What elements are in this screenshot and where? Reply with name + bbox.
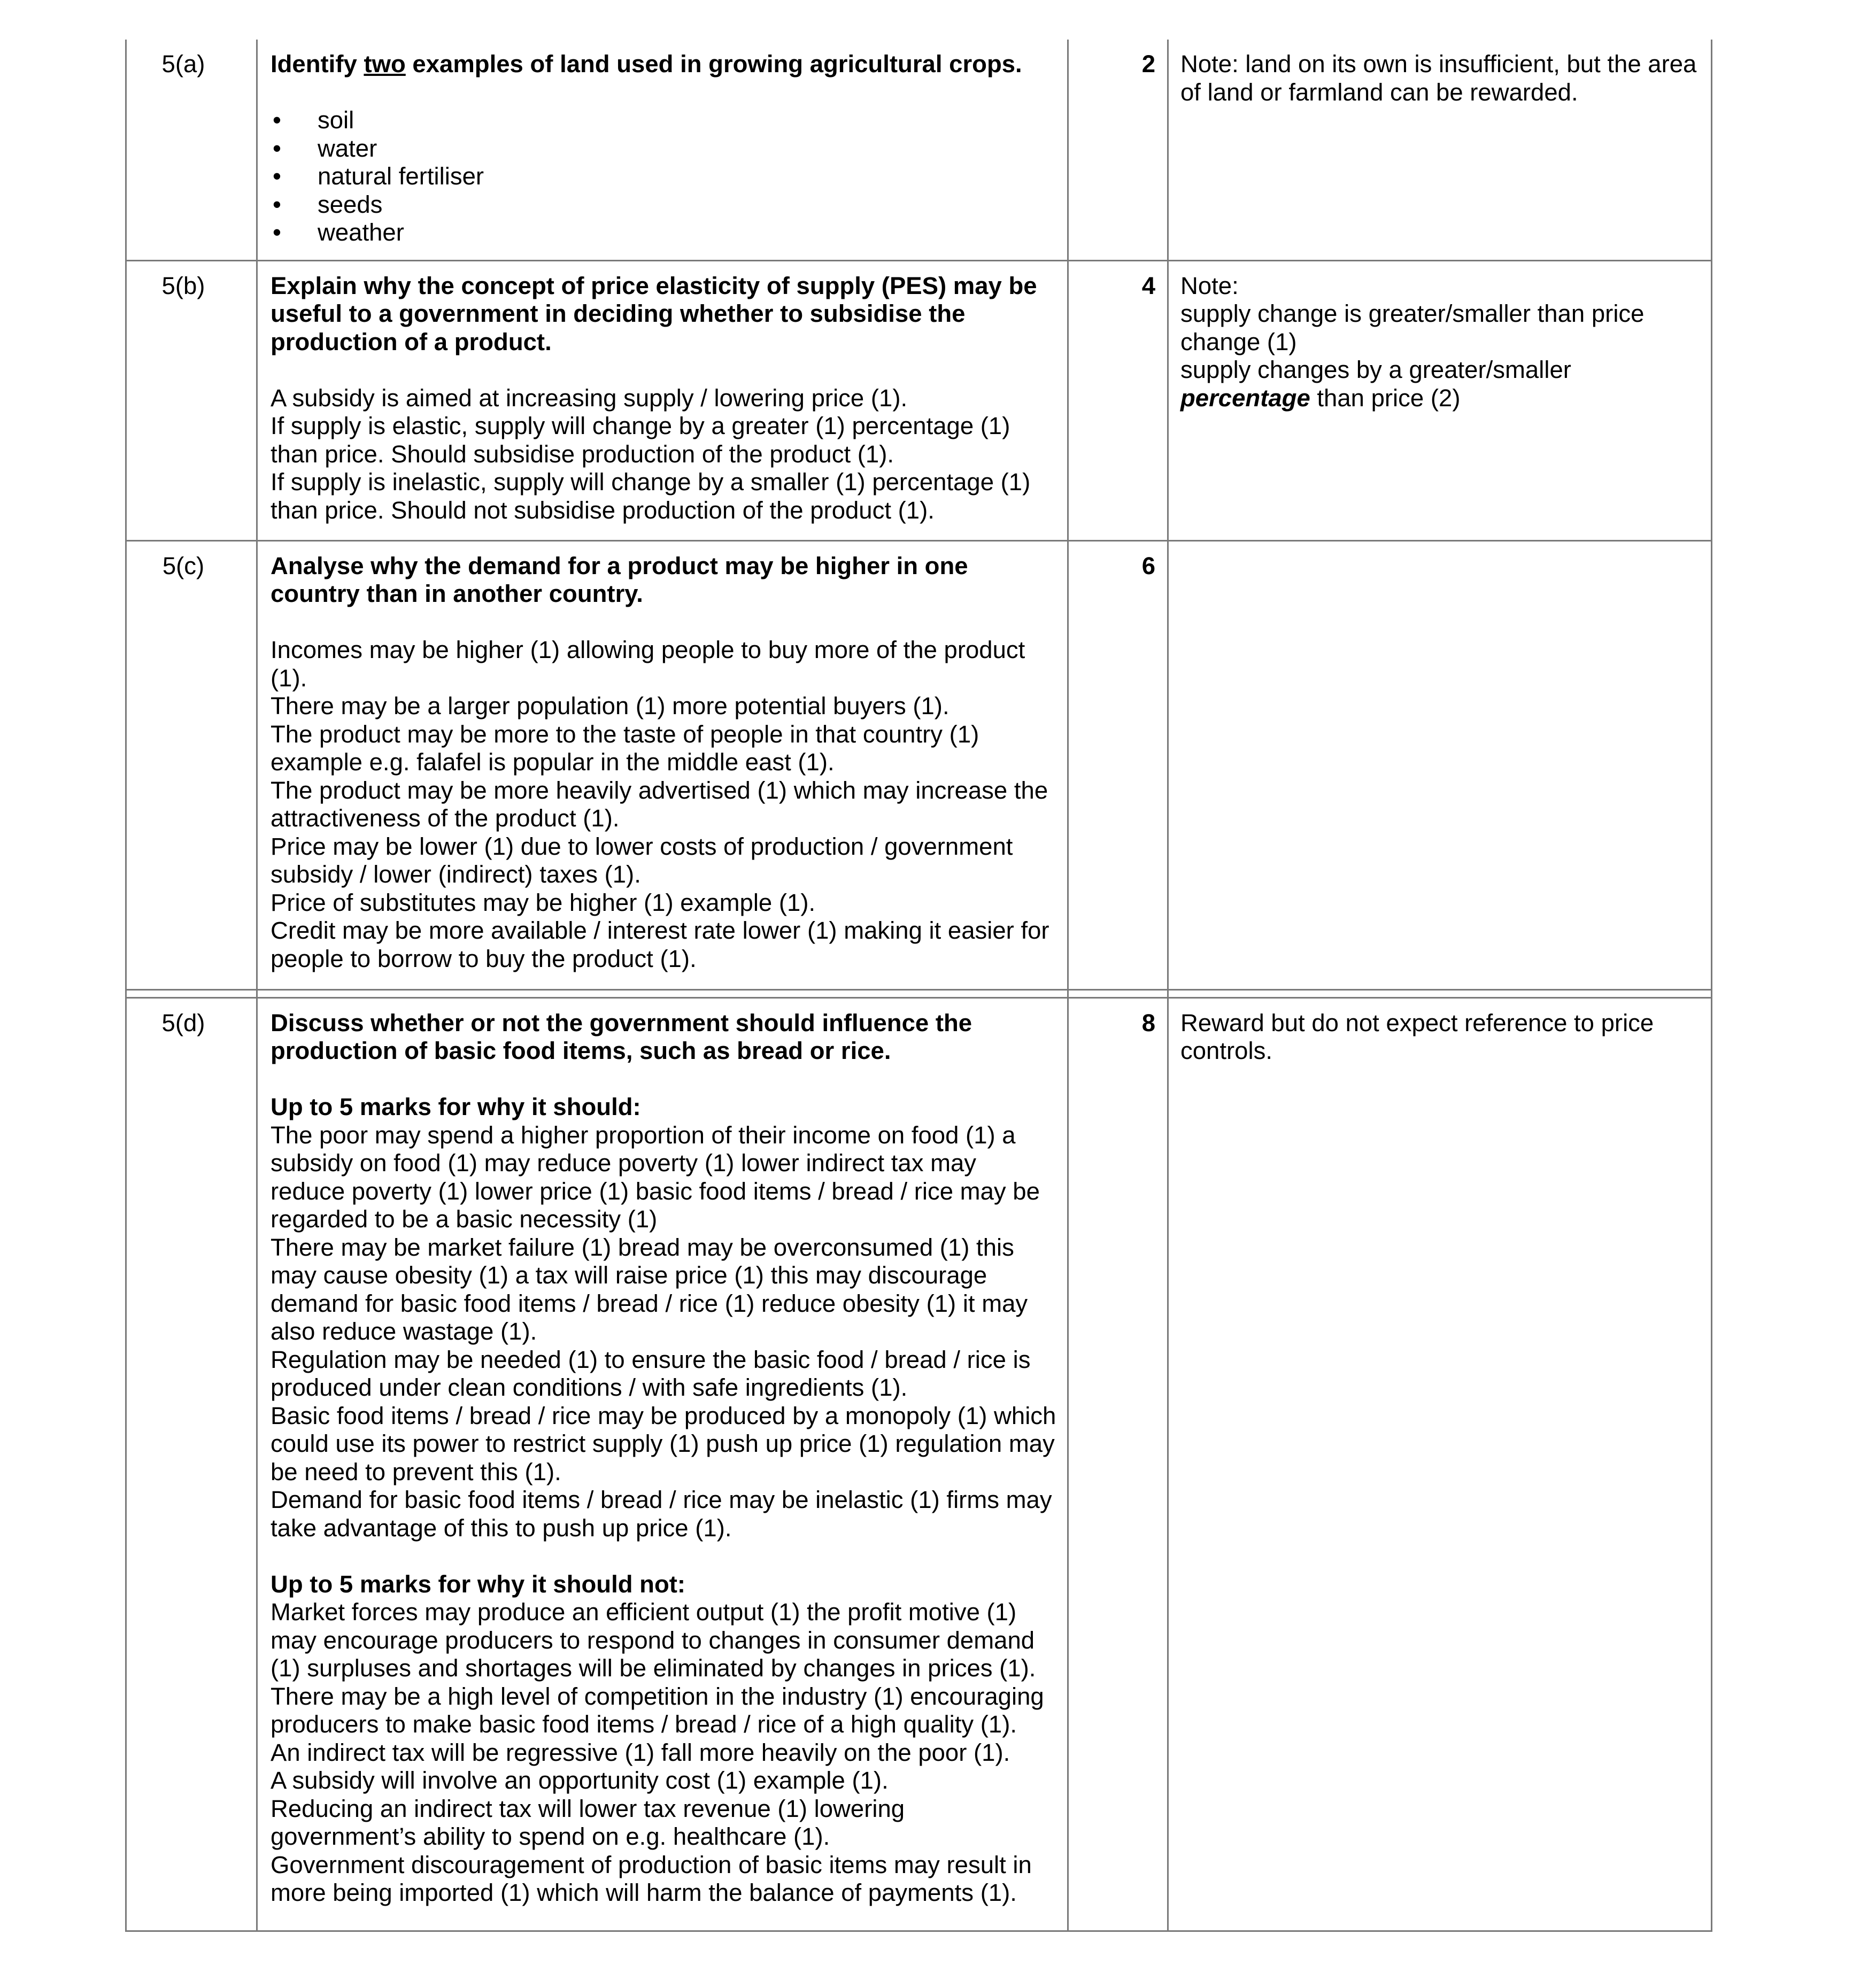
question-text: Identify two examples of land used in growing agricultural crops. [271, 50, 1022, 78]
answer-line: A subsidy is aimed at increasing supply / lowering price (1). [271, 384, 908, 412]
marks-cell: 8 [1068, 997, 1168, 1931]
guidance-line: Note: [1180, 272, 1239, 299]
answer-cell [257, 40, 1068, 260]
row-separator [126, 989, 1712, 997]
answer-line: If supply is inelastic, supply will change by a smaller (1) percentage (1) than price. Should not subsidise production of the product (1). [271, 468, 1031, 524]
answer-line: Basic food items / bread / rice may be produced by a monopoly (1) which could use its power to restrict supply (1) push up price (1) regulation may be need to prevent this (1). [271, 1402, 1056, 1486]
guidance-cell [1168, 540, 1712, 989]
guidance-line: supply change is greater/smaller than price change (1) [1180, 300, 1645, 355]
answer-line: Incomes may be higher (1) allowing people to buy more of the product (1). [271, 636, 1025, 692]
answer-line: The product may be more heavily advertised (1) which may increase the attractiveness of the product (1). [271, 776, 1048, 832]
question-text: Explain why the concept of price elasticity of supply (PES) may be useful to a government in deciding whether to subsidise the production of a product. [271, 272, 1037, 355]
answer-line: The poor may spend a higher proportion of their income on food (1) a subsidy on food (1) may reduce poverty (1) lower indirect tax may reduce poverty (1) lower price (1) basic food items / bread / rice may be regarded to be a basic necessity (1) [271, 1121, 1040, 1233]
answer-cell [257, 997, 1068, 1931]
guidance-cell: Note: land on its own is insufficient, but the area of land or farmland can be rewarded. [1168, 40, 1712, 260]
question-row-5c [126, 540, 1712, 989]
question-number: 5(a) [126, 40, 257, 260]
answer-line: Price may be lower (1) due to lower costs of production / government subsidy / lower (indirect) taxes (1). [271, 832, 1013, 888]
section-heading: Up to 5 marks for why it should: [271, 1093, 641, 1120]
emphasised-word: percentage [1180, 384, 1310, 412]
list-item: • water [273, 134, 377, 162]
guidance-cell [1168, 260, 1712, 540]
answer-line: An indirect tax will be regressive (1) fall more heavily on the poor (1). [271, 1738, 1010, 1766]
question-text: Discuss whether or not the government should influence the production of basic food items, such as bread or rice. [271, 1009, 972, 1064]
underlined-word: two [364, 50, 406, 78]
question-text: Analyse why the demand for a product may be higher in one country than in another country. [271, 552, 968, 607]
question-number: 5(b) [126, 260, 257, 540]
answer-line: Reducing an indirect tax will lower tax revenue (1) lowering government’s ability to spend on e.g. healthcare (1). [271, 1794, 905, 1850]
question-row-5b [126, 260, 1712, 540]
answer-line: Credit may be more available / interest rate lower (1) making it easier for people to borrow to buy the product (1). [271, 917, 1049, 972]
answer-cell [257, 260, 1068, 540]
list-item: • soil [273, 106, 354, 134]
answer-line: A subsidy will involve an opportunity cost (1) example (1). [271, 1767, 889, 1794]
answer-line: Regulation may be needed (1) to ensure the basic food / bread / rice is produced under clean conditions / with safe ingredients (1). [271, 1345, 1031, 1401]
list-item: • natural fertiliser [273, 163, 484, 190]
question-number: 5(c) [126, 540, 257, 989]
guidance-cell: Reward but do not expect reference to price controls. [1168, 997, 1712, 1931]
answer-line: There may be a larger population (1) more potential buyers (1). [271, 692, 949, 720]
answer-line: There may be market failure (1) bread may be overconsumed (1) this may cause obesity (1) a tax will raise price (1) this may discourage demand for basic food items / bread / rice (1) reduce obesity (1) it may also reduce wastage (1). [271, 1233, 1028, 1345]
answer-line: The product may be more to the taste of people in that country (1) example e.g. falafel is popular in the middle east (1). [271, 720, 979, 776]
question-row-5a [126, 40, 1712, 260]
question-row-5d [126, 997, 1712, 1931]
list-item: • weather [273, 219, 404, 246]
marks-cell: 2 [1068, 40, 1168, 260]
marks-cell: 4 [1068, 260, 1168, 540]
question-number: 5(d) [126, 997, 257, 1931]
bullet-list [271, 106, 1056, 247]
guidance-line: percentage than price (2) [1180, 384, 1461, 412]
answer-line: Price of substitutes may be higher (1) example (1). [271, 888, 816, 916]
answer-cell [257, 540, 1068, 989]
answer-line: There may be a high level of competition in the industry (1) encouraging producers to make basic food items / bread / rice of a high quality (1). [271, 1682, 1044, 1738]
answer-line: Government discouragement of production of basic items may result in more being imported (1) which will harm the balance of payments (1). [271, 1851, 1032, 1906]
section-heading: Up to 5 marks for why it should not: [271, 1570, 686, 1598]
marks-cell: 6 [1068, 540, 1168, 989]
mark-scheme-table [125, 40, 1712, 1932]
list-item: • seeds [273, 190, 383, 218]
answer-line: If supply is elastic, supply will change by a greater (1) percentage (1) than price. Should subsidise production of the product (1). [271, 412, 1010, 468]
guidance-line: supply changes by a greater/smaller [1180, 356, 1571, 383]
answer-line: Demand for basic food items / bread / rice may be inelastic (1) firms may take advantage of this to push up price (1). [271, 1486, 1052, 1542]
answer-line: Market forces may produce an efficient output (1) the profit motive (1) may encourage producers to respond to changes in consumer demand (1) surpluses and shortages will be eliminated by changes in prices (1). [271, 1598, 1036, 1682]
